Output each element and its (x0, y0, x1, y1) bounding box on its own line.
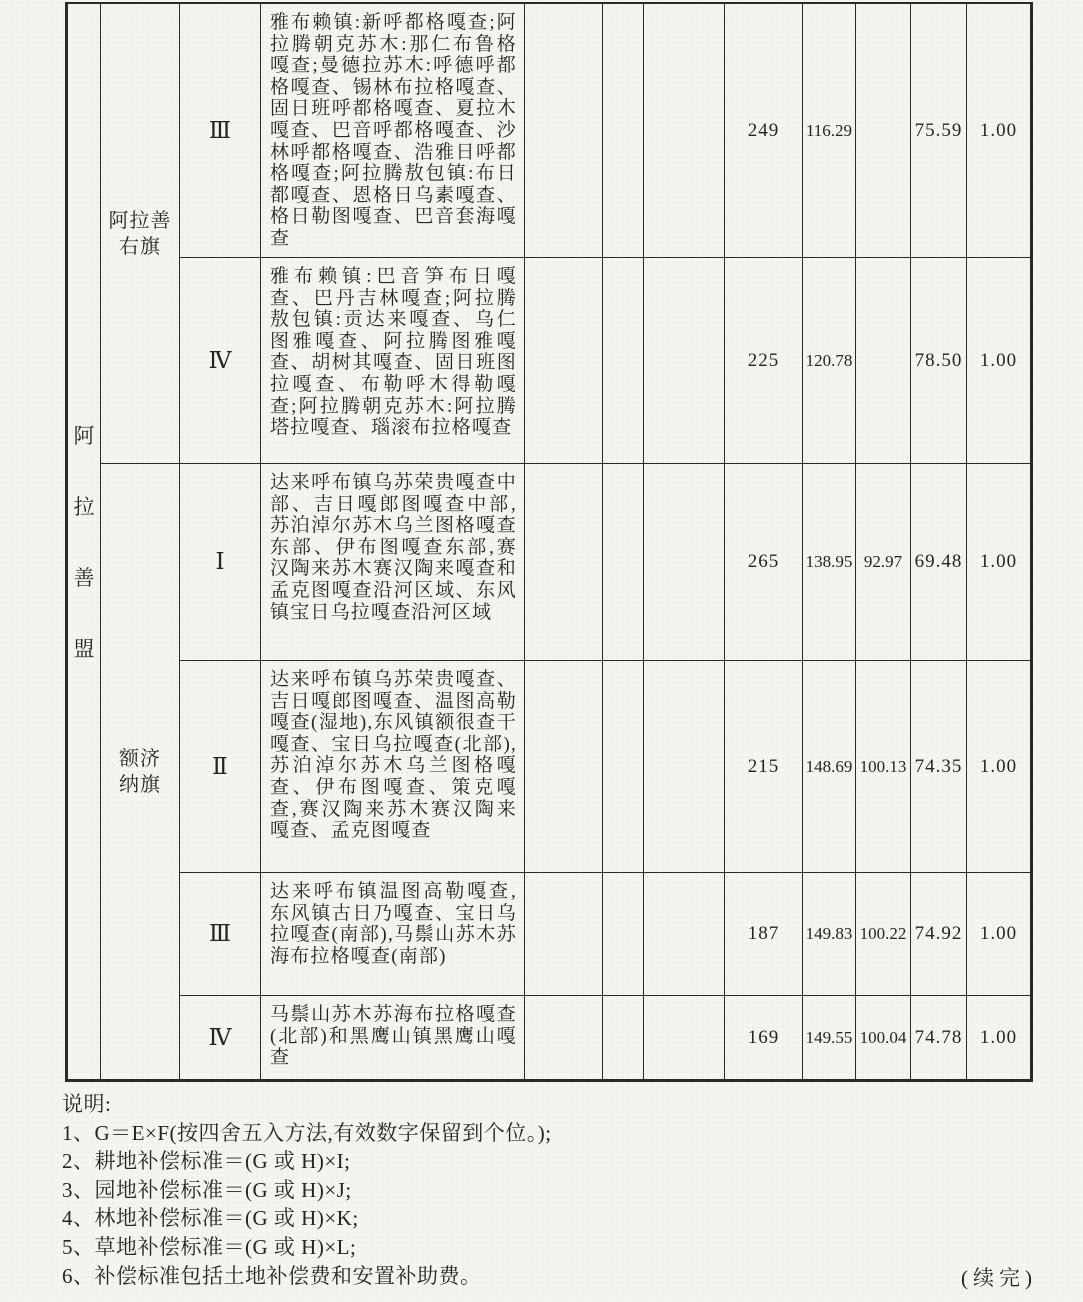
value-cell (856, 4, 911, 258)
value-cell: 100.22 (856, 873, 911, 996)
value-cell: 116.29 (803, 4, 856, 258)
value-cell: 74.78 (911, 996, 967, 1079)
value-cell (856, 258, 911, 464)
compensation-table (65, 2, 1033, 1082)
value-cell: 1.00 (967, 873, 1030, 996)
value-cell: 1.00 (967, 464, 1030, 661)
value-cell: 74.92 (911, 873, 967, 996)
area-cell: 达来呼布镇乌苏荣贵嘎查、吉日嘎郎图嘎查、温图高勒嘎查(湿地),东风镇额很查干嘎查、宝日乌拉嘎查(北部),苏泊淖尔苏木乌兰图格嘎查、伊布图嘎查、策克嘎查,赛汉陶来苏木赛汉陶来嘎查、孟克图嘎查 (261, 661, 525, 873)
league-char: 拉 (73, 495, 95, 519)
grade-cell: Ⅳ (180, 258, 261, 464)
empty-cell (525, 661, 603, 873)
value-cell: 74.35 (911, 661, 967, 873)
empty-cell (644, 464, 725, 661)
note-item: 1、G＝E×F(按四舍五入方法,有效数字保留到个位。); (62, 1120, 552, 1145)
area-cell: 达来呼布镇温图高勒嘎查,东风镇古日乃嘎查、宝日乌拉嘎查(南部),马鬃山苏木苏海布拉格嘎查(南部) (261, 873, 525, 996)
empty-cell (525, 873, 603, 996)
empty-cell (644, 661, 725, 873)
area-cell: 马鬃山苏木苏海布拉格嘎查(北部)和黑鹰山镇黑鹰山嘎查 (261, 996, 525, 1079)
value-cell: 149.83 (803, 873, 856, 996)
value-cell: 1.00 (967, 258, 1030, 464)
value-cell: 75.59 (911, 4, 967, 258)
empty-cell (603, 258, 644, 464)
empty-cell (603, 4, 644, 258)
note-item: 4、林地补偿标准＝(G 或 H)×K; (62, 1206, 359, 1231)
value-cell: 69.48 (911, 464, 967, 661)
empty-cell (603, 873, 644, 996)
grade-cell: Ⅳ (180, 996, 261, 1079)
grade-cell: Ⅰ (180, 464, 261, 661)
area-cell: 雅布赖镇:新呼都格嘎查;阿拉腾朝克苏木:那仁布鲁格嘎查;曼德拉苏木:呼德呼都格嘎查、锡林布拉格嘎查、固日班呼都格嘎查、夏拉木嘎查、巴音呼都格嘎查、沙林呼都格嘎查、浩雅日呼都格嘎查;阿拉腾敖包镇:布日都嘎查、恩格日乌素嘎查、格日勒图嘎查、巴音套海嘎查 (261, 4, 525, 258)
empty-cell (525, 258, 603, 464)
area-cell: 雅布赖镇:巴音笋布日嘎查、巴丹吉林嘎查;阿拉腾敖包镇:贡达来嘎查、乌仁图雅嘎查、阿拉腾图雅嘎查、胡树其嘎查、固日班图拉嘎查、布勒呼木得勒嘎查;阿拉腾朝克苏木:阿拉腾塔拉嘎查、瑙滚布拉格嘎查 (261, 258, 525, 464)
empty-cell (644, 4, 725, 258)
value-cell: 1.00 (979, 1026, 1018, 1048)
value-cell: 92.97 (856, 464, 911, 661)
league-char: 善 (73, 566, 95, 590)
empty-cell (603, 661, 644, 873)
value-cell: 215 (725, 661, 803, 873)
empty-cell (525, 996, 603, 1079)
value-cell: 187 (725, 873, 803, 996)
value-cell: 100.04 (856, 996, 911, 1079)
league-char: 阿 (73, 424, 95, 448)
area-cell: 达来呼布镇乌苏荣贵嘎查中部、吉日嘎郎图嘎查中部,苏泊淖尔苏木乌兰图格嘎查东部、伊布图嘎查东部,赛汉陶来苏木赛汉陶来嘎查和孟克图嘎查沿河区域、东风镇宝日乌拉嘎查沿河区域 (261, 464, 525, 661)
banner-label: 阿拉善右旗 (108, 209, 172, 258)
grade-cell: Ⅲ (180, 4, 261, 258)
value-cell: 169 (725, 996, 803, 1079)
banner-label: 额济纳旗 (119, 747, 161, 796)
value-cell: 1.00 (967, 661, 1030, 873)
value-cell: 265 (725, 464, 803, 661)
value-cell: 225 (725, 258, 803, 464)
note-item: 3、园地补偿标准＝(G 或 H)×J; (62, 1177, 352, 1202)
grade-cell: Ⅱ (180, 661, 261, 873)
empty-cell (644, 996, 725, 1079)
notes-title: 说明: (62, 1092, 112, 1116)
note-item: 2、耕地补偿标准＝(G 或 H)×I; (62, 1149, 351, 1174)
notes (62, 1090, 552, 1290)
value-cell: 78.50 (911, 258, 967, 464)
value-cell: 1.00 (967, 4, 1030, 258)
empty-cell (525, 464, 603, 661)
empty-cell (644, 258, 725, 464)
league-cell (68, 4, 101, 1079)
value-cell: 138.95 (803, 464, 856, 661)
note-item: 5、草地补偿标准＝(G 或 H)×L; (62, 1234, 357, 1259)
grade-cell: Ⅲ (180, 873, 261, 996)
value-cell: 148.69 (803, 661, 856, 873)
banner-cell-alashan-right (101, 4, 180, 464)
value-cell: 120.78 (803, 258, 856, 464)
continuation-mark: (续完) (961, 1266, 1037, 1290)
empty-cell (525, 4, 603, 258)
banner-cell-ejina (101, 464, 180, 1079)
value-cell: 149.55 (803, 996, 856, 1079)
empty-cell (603, 996, 644, 1079)
note-item: 6、补偿标准包括土地补偿费和安置补助费。 (62, 1263, 482, 1288)
value-cell: 249 (725, 4, 803, 258)
empty-cell (603, 464, 644, 661)
league-char: 盟 (73, 637, 95, 661)
empty-cell (644, 873, 725, 996)
value-cell: 100.13 (856, 661, 911, 873)
